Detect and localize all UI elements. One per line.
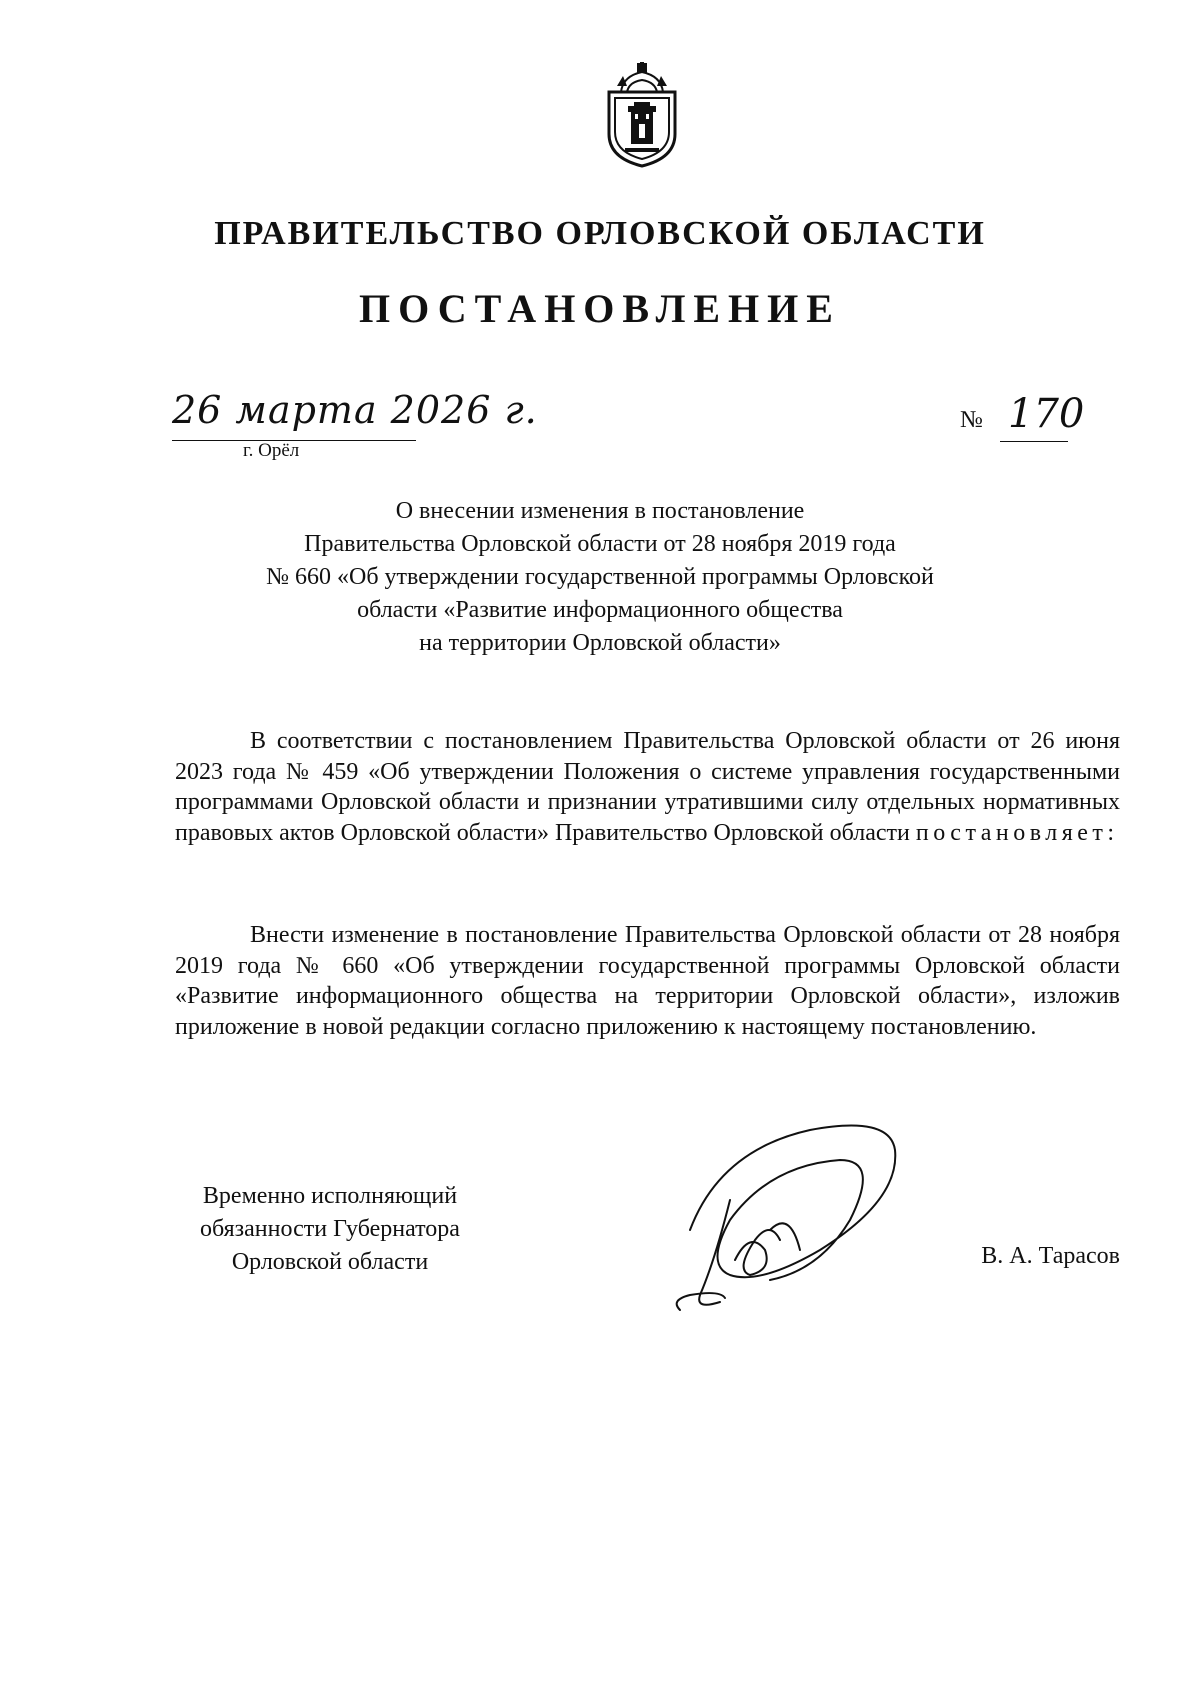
subject-line: О внесении изменения в постановление [395, 498, 805, 524]
coat-of-arms-emblem [601, 62, 683, 170]
city-label: г. Орёл [243, 440, 300, 461]
number-underline [1000, 441, 1068, 442]
number-sign: № [960, 407, 983, 433]
document-subject [0, 495, 1200, 660]
position-line: обязанности Губернатора [200, 1216, 460, 1242]
date-field [172, 388, 538, 448]
subject-line: области «Развитие информационного общества [357, 597, 843, 623]
position-line: Временно исполняющий [202, 1183, 458, 1209]
position-line: Орловской области [231, 1249, 429, 1275]
number-field [960, 391, 1110, 445]
preamble-text: В соответствии с постановлением Правительства Орловской области от 26 июня 2023 года № 459 «Об утверждении Положения о системе управления государственными программами Орловской области и признании утратившими силу отдельных нормативных правовых актов Орловской области» Правительство Орловской области [175, 728, 1120, 846]
government-title: ПРАВИТЕЛЬСТВО ОРЛОВСКОЙ ОБЛАСТИ [214, 215, 986, 252]
handwritten-signature [660, 1110, 930, 1320]
signatory-position [170, 1180, 490, 1279]
handwritten-date: 26 марта 2026 г. [172, 388, 538, 432]
resolution-paragraph: Внести изменение в постановление Правительства Орловской области от 28 ноября 2019 года № 660 «Об утверждении государственной программы Орловской области «Развитие информационного общества на территории Орловской области», изложив приложение в новой редакции согласно приложению к настоящему постановлению. [175, 922, 1120, 1040]
subject-line: на территории Орловской области» [419, 630, 781, 656]
document-type-title: ПОСТАНОВЛЕНИЕ [359, 286, 841, 331]
handwritten-number: 170 [1008, 391, 1085, 437]
resolves-word: постановляет: [915, 819, 1119, 846]
signatory-name: В. А. Тарасов [981, 1243, 1120, 1269]
subject-line: Правительства Орловской области от 28 ноября 2019 года [304, 531, 896, 557]
preamble-paragraph [175, 726, 1120, 848]
subject-line: № 660 «Об утверждении государственной программы Орловской [266, 564, 934, 590]
